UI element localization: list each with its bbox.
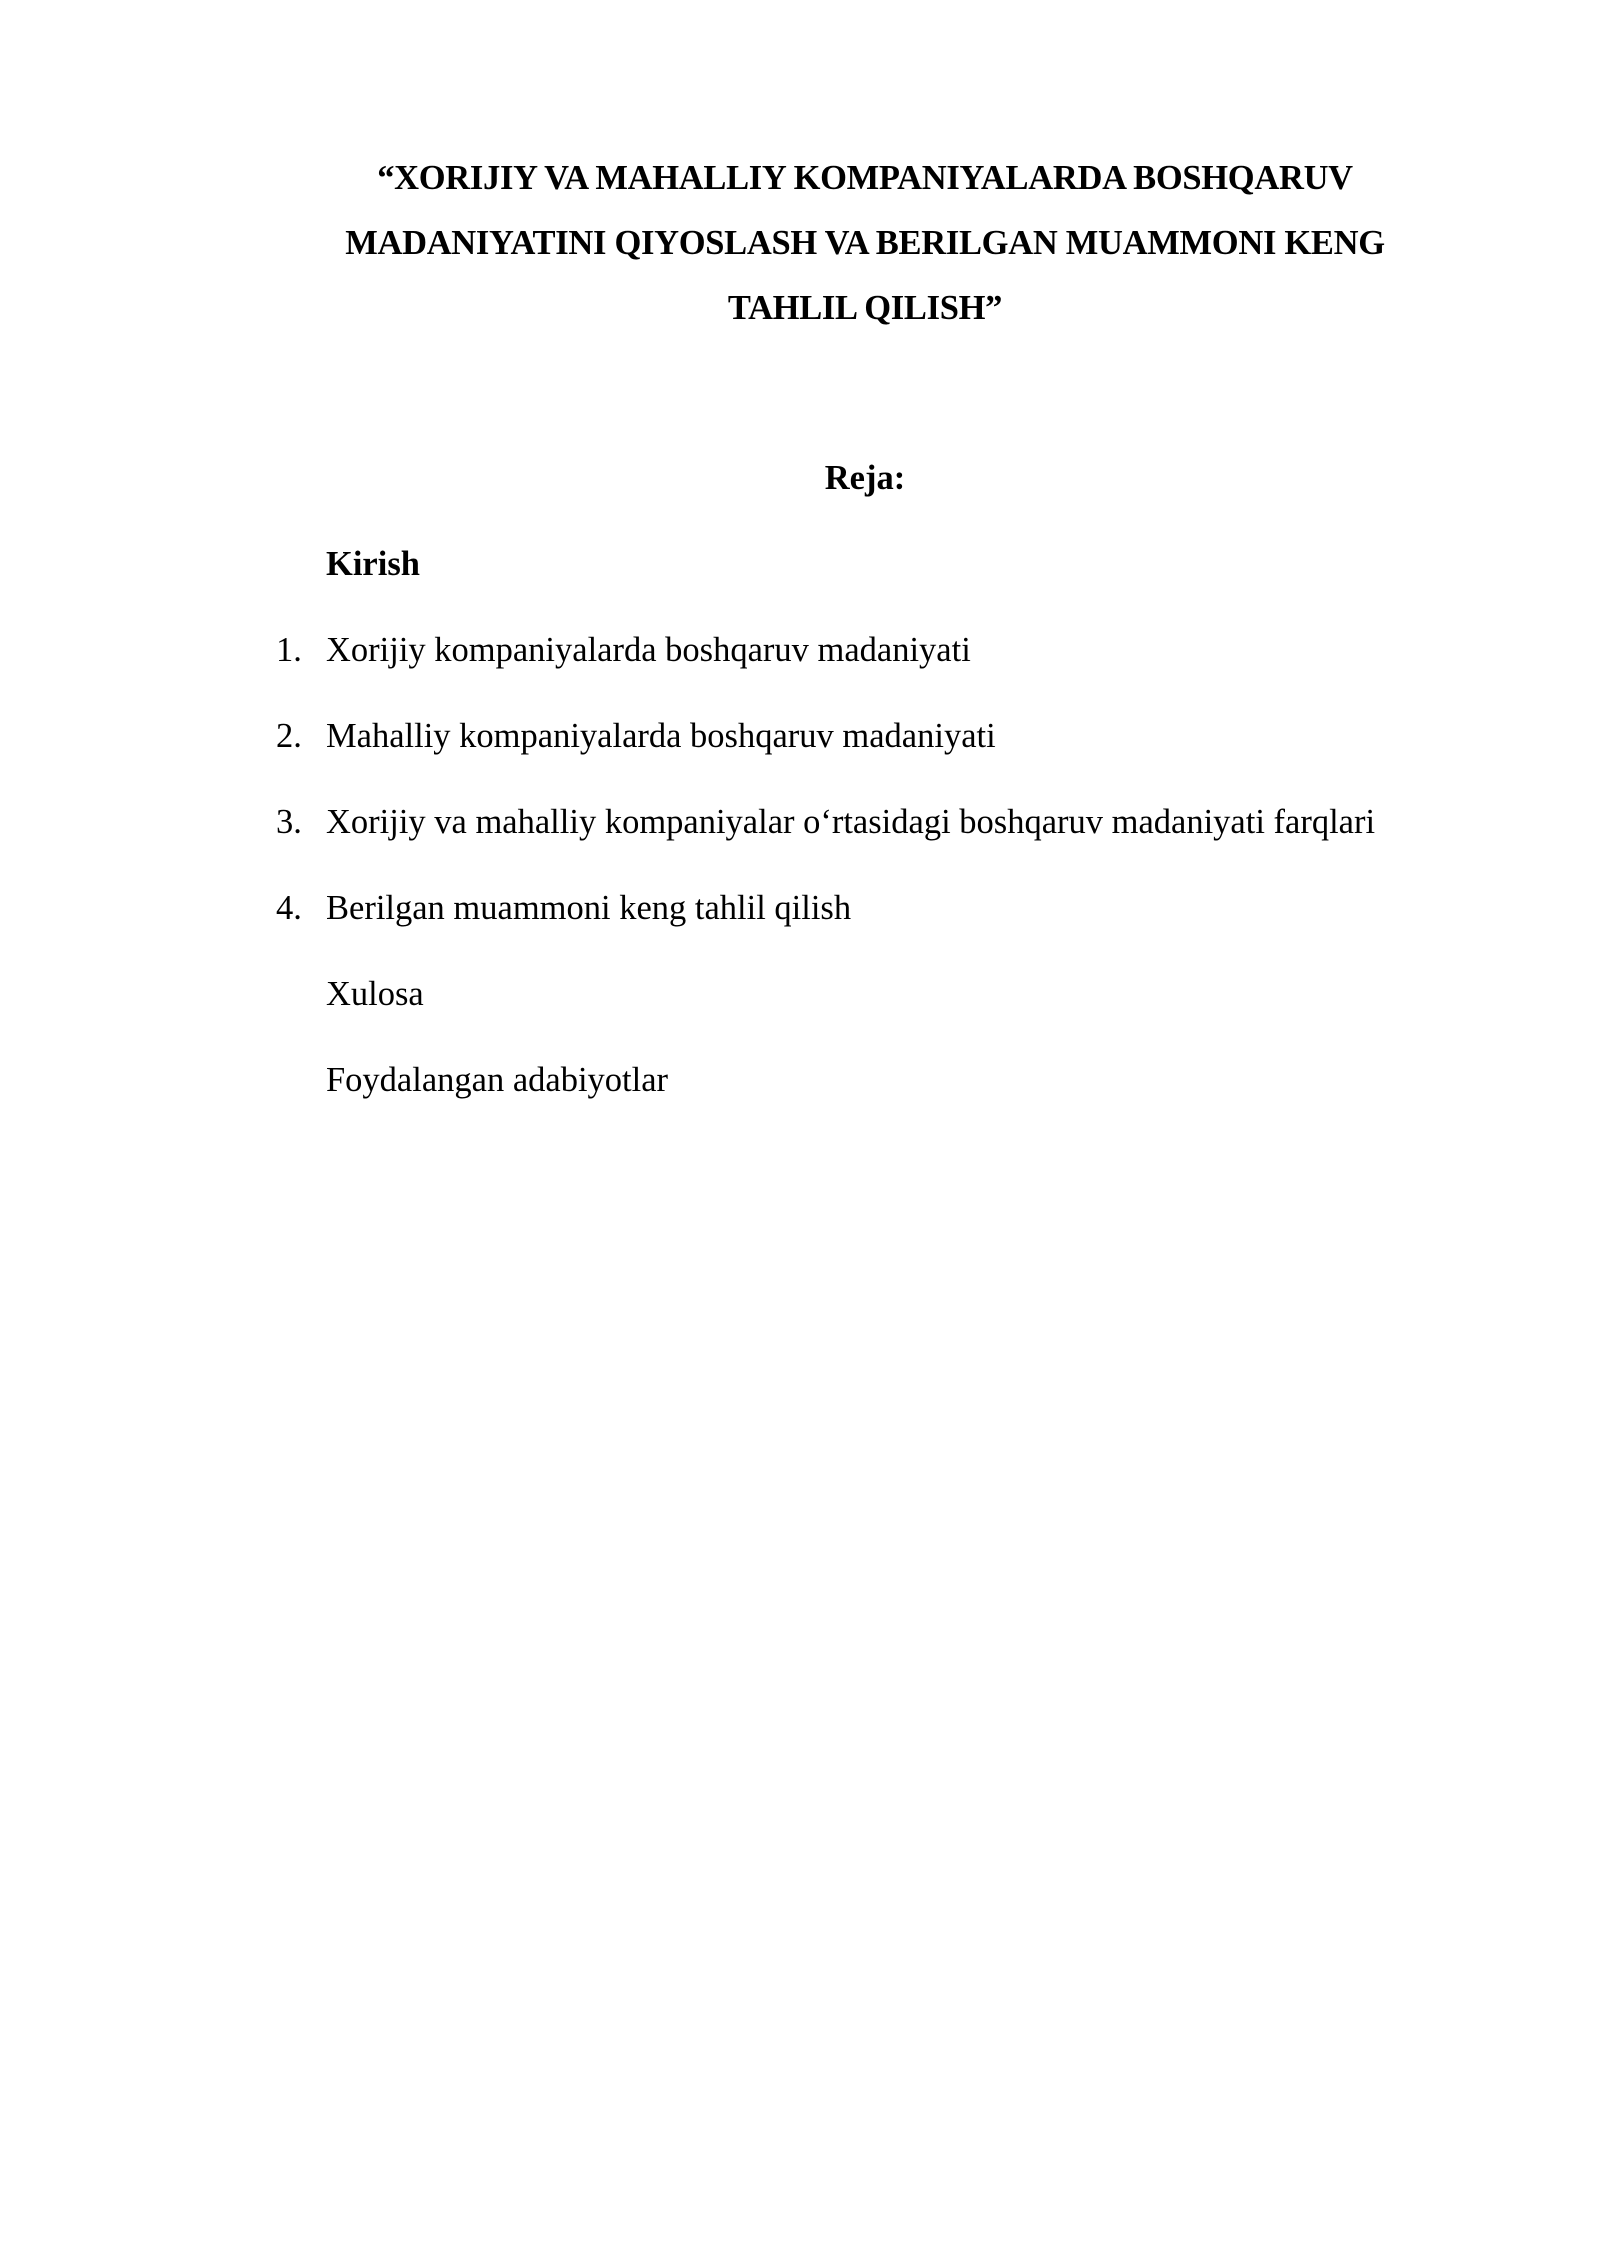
plan-item-1-number: 1. [276,631,302,669]
plan-item-4: Berilgan muammoni keng tahlil qilish [326,889,852,927]
plan-item-3-number: 3. [276,803,302,841]
document-title [230,146,1500,341]
plan-references: Foydalangan adabiyotlar [326,1061,669,1099]
plan-heading: Reja: [824,459,906,497]
title-line-3: TAHLIL QILISH” [727,289,1003,327]
plan-item-3: Xorijiy va mahalliy kompaniyalar o‘rtasidagi boshqaruv madaniyati farqlari [326,803,1376,841]
title-line-1: “XORIJIY VA MAHALLIY KOMPANIYALARDA BOSHQARUV [377,159,1353,197]
plan-item-2: Mahalliy kompaniyalarda boshqaruv madaniyati [326,717,996,755]
plan-intro: Kirish [326,545,420,583]
plan-item-4-number: 4. [276,889,302,927]
title-line-2: MADANIYATINI QIYOSLASH VA BERILGAN MUAMMONI KENG [345,224,1385,262]
plan-item-2-number: 2. [276,717,302,755]
plan-conclusion: Xulosa [326,975,424,1013]
plan-item-1: Xorijiy kompaniyalarda boshqaruv madaniyati [326,631,971,669]
